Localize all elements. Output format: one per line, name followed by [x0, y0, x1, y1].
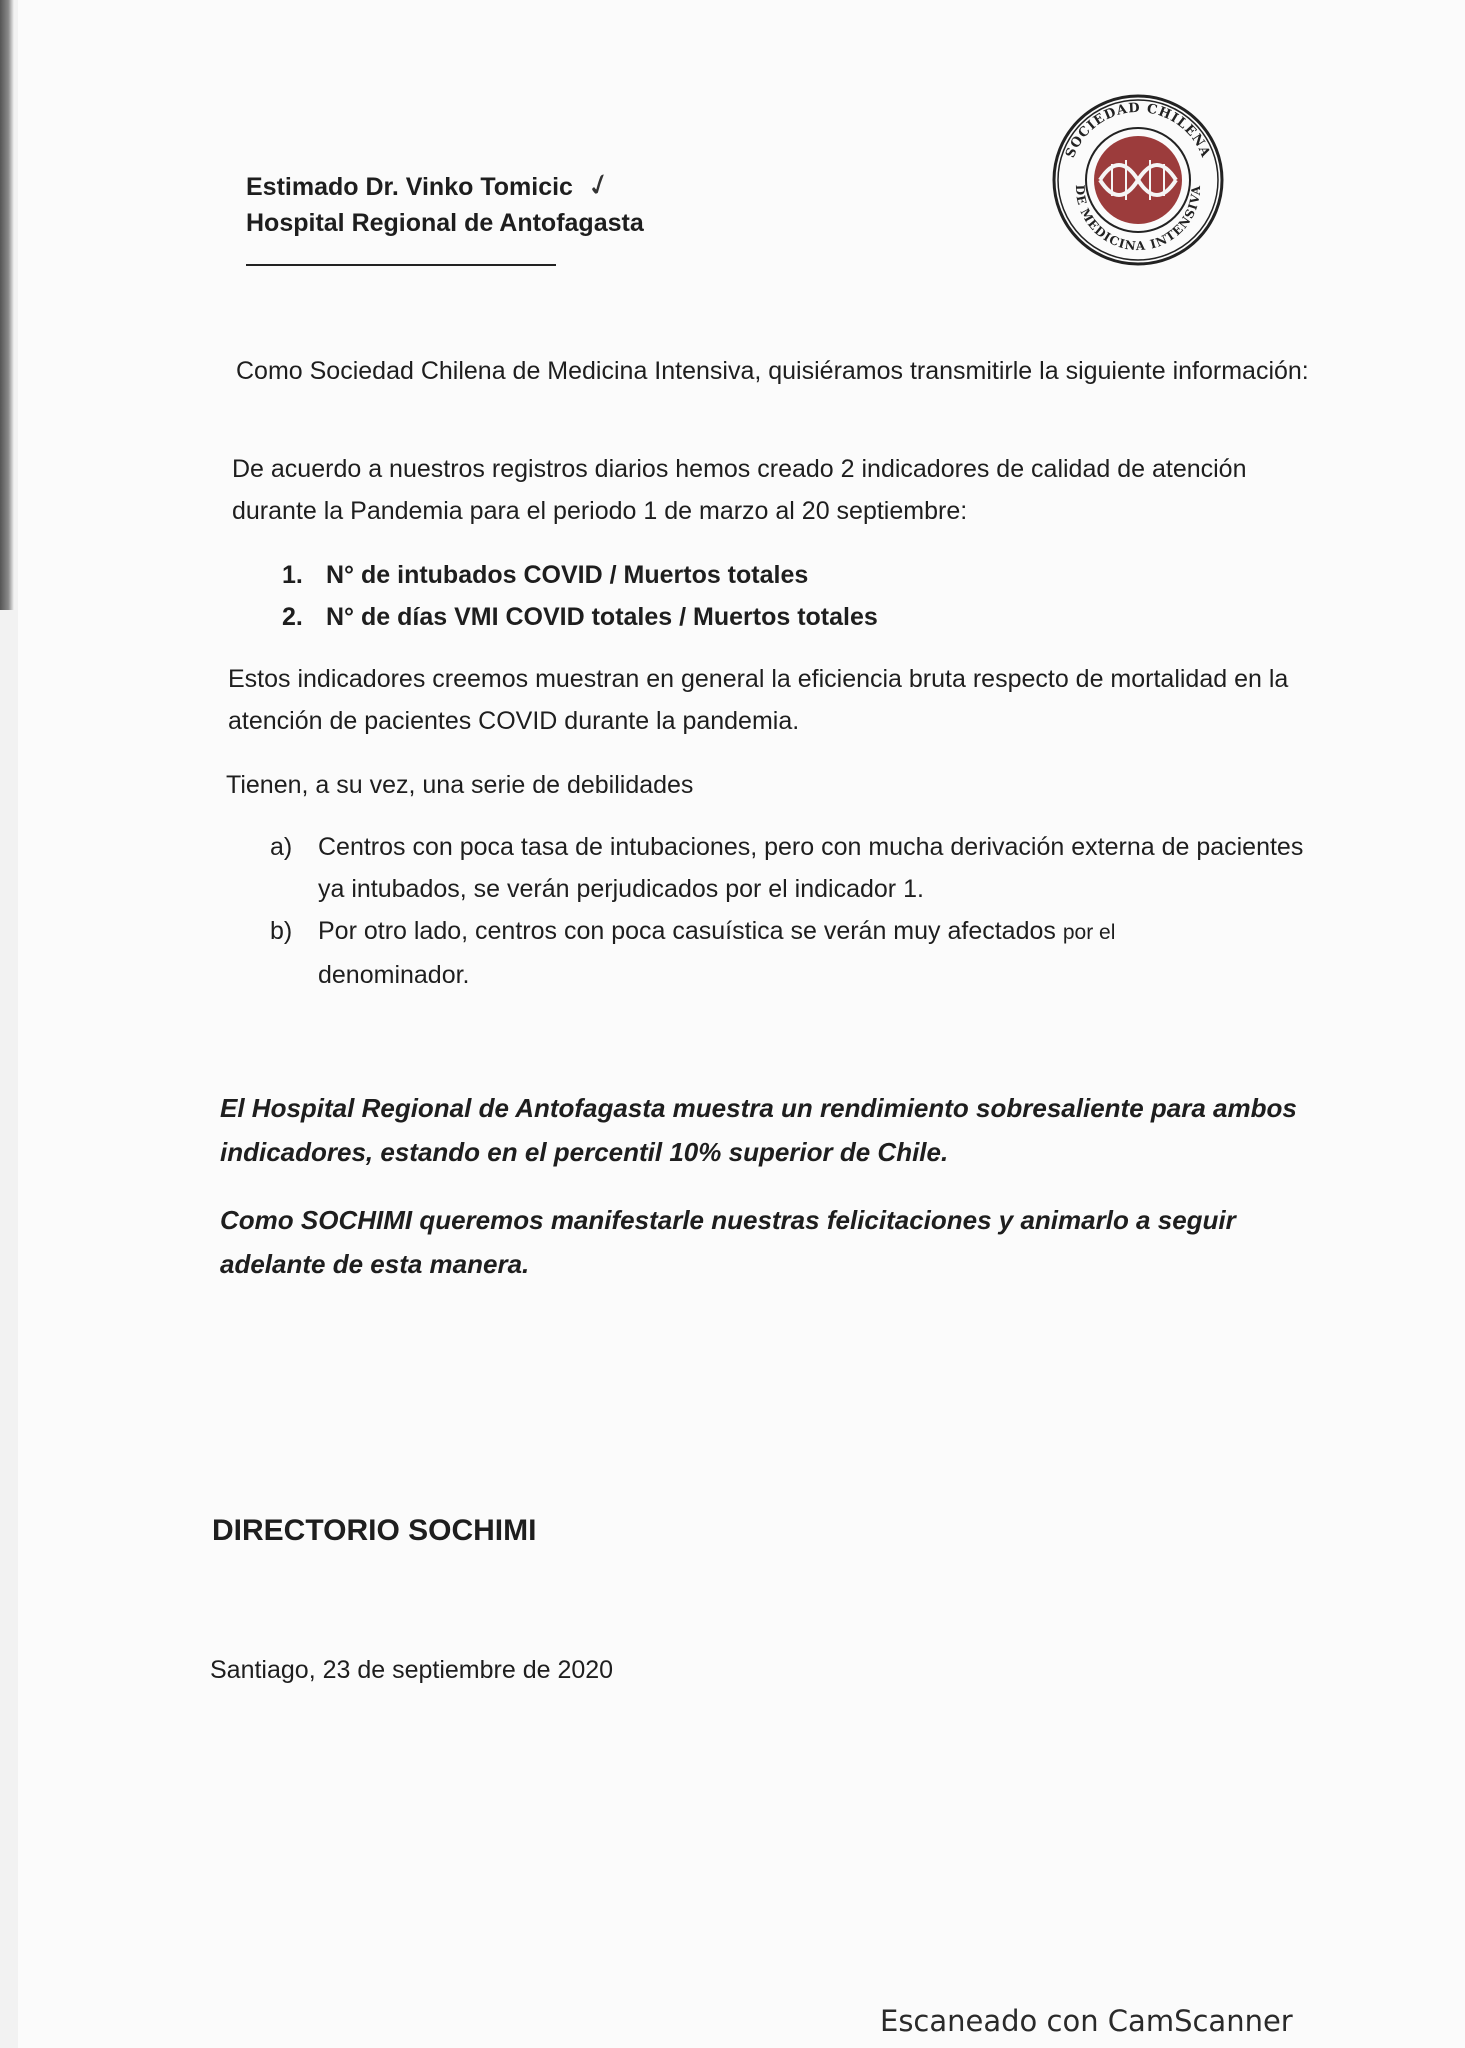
list-item: 2. N° de días VMI COVID totales / Muertos totales — [282, 603, 878, 631]
hospital-line: Hospital Regional de Antofagasta — [246, 209, 644, 237]
list-item: 1. N° de intubados COVID / Muertos totales — [282, 561, 809, 589]
svg-text:DE MEDICINA INTENSIVA: DE MEDICINA INTENSIVA — [1072, 184, 1204, 254]
checkmark-icon: ✓ — [582, 165, 617, 206]
weaknesses-intro: Tienen, a su vez, una serie de debilidades — [226, 771, 694, 799]
signature: DIRECTORIO SOCHIMI — [212, 1514, 537, 1547]
list-item: a) Centros con poca tasa de intubaciones, pero con mucha derivación externa de pacientes ya intubados, se verán perjudicados por el indicador 1. — [270, 833, 1304, 903]
svg-text:SOCIEDAD CHILENA: SOCIEDAD CHILENA — [1063, 100, 1213, 161]
letter-header — [246, 165, 644, 241]
header-underline — [246, 264, 556, 266]
letter-page — [18, 0, 1465, 2048]
indicator-list — [282, 554, 878, 638]
sochimi-seal-logo — [1050, 92, 1226, 268]
recipient-line: Estimado Dr. Vinko Tomicic — [246, 173, 573, 201]
list-item: b) Por otro lado, centros con poca casuística se verán muy afectados por el denominador. — [270, 917, 1116, 989]
highlight-paragraph: El Hospital Regional de Antofagasta muestra un rendimiento sobresaliente para ambos indicadores, estando en el percentil 10% superior de Chile. — [220, 1093, 1297, 1167]
letter-date: Santiago, 23 de septiembre de 2020 — [210, 1656, 614, 1684]
intro-paragraph: Como Sociedad Chilena de Medicina Intensiva, quisiéramos transmitirle la siguiente información: — [236, 357, 1309, 385]
efficiency-paragraph: Estos indicadores creemos muestran en general la eficiencia bruta respecto de mortalidad en la atención de pacientes COVID durante la pandemia. — [228, 665, 1289, 735]
scan-edge-shadow — [0, 0, 14, 610]
congratulations-paragraph: Como SOCHIMI queremos manifestarle nuestras felicitaciones y animarlo a seguir adelante de esta manera. — [220, 1205, 1236, 1279]
weaknesses-list — [270, 826, 1330, 996]
scanner-watermark: Escaneado con CamScanner — [880, 2004, 1293, 2038]
indicators-paragraph: De acuerdo a nuestros registros diarios hemos creado 2 indicadores de calidad de atención durante la Pandemia para el periodo 1 de marzo al 20 septiembre: — [232, 455, 1247, 525]
